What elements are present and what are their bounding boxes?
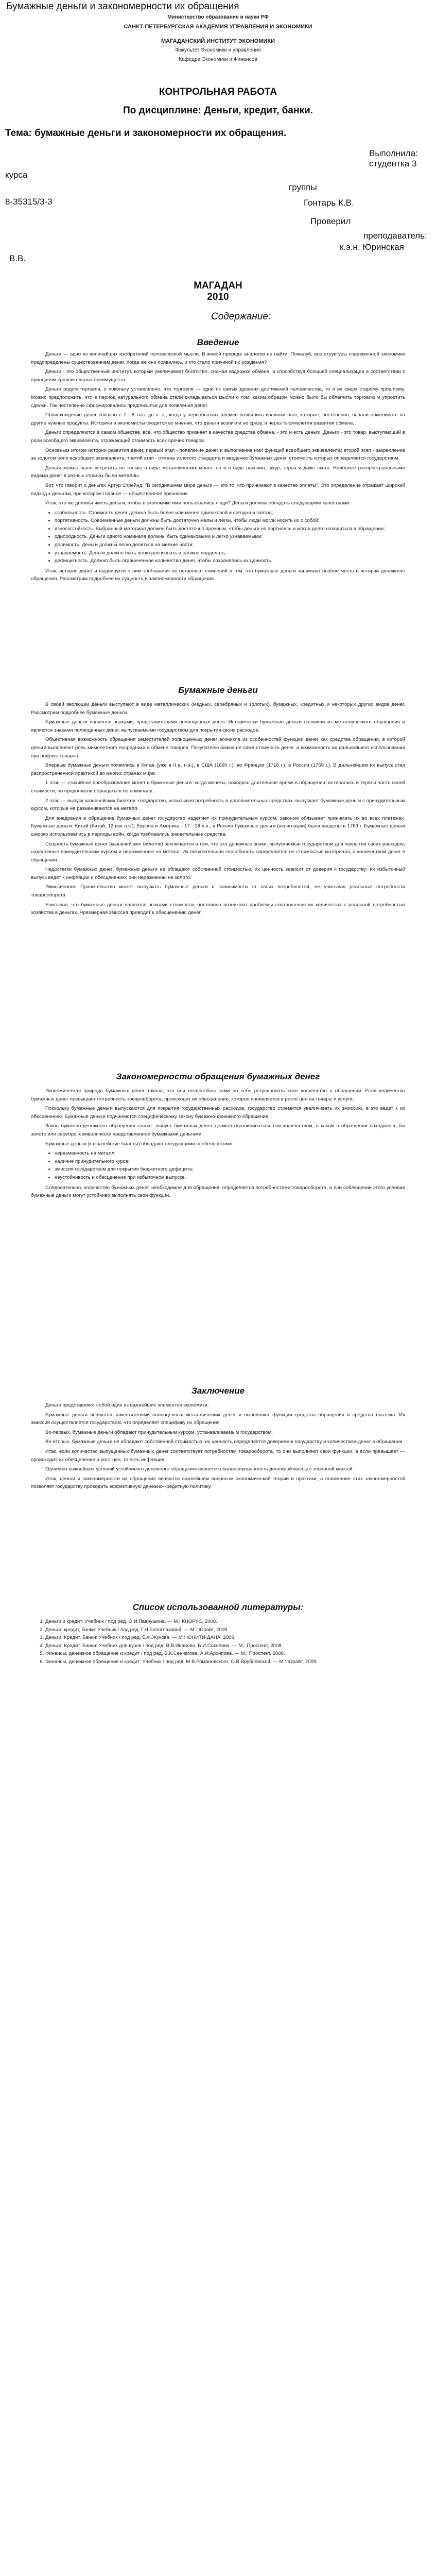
- reference-item: 6. Финансы, денежное обращение и кредит: Учебник / под ред. М.В.Романовского, О.В.Врублевской. — М.: Юрайт, 2009.: [45, 1658, 405, 1666]
- reference-item: 1. Деньги и кредит: Учебник / под ред. О.И.Лаврушина. — М.: КНОРУС, 2008.: [45, 1618, 405, 1626]
- conclusion-section: [31, 1401, 405, 1493]
- list-item: • узнаваемость. Деньги должно быть легко распознать и сложно подделать;: [55, 549, 405, 557]
- reference-item: 5. Финансы, денежное обращение и кредит / под ред. В.К.Сенчагова, А.И.Архипова. — М.: Проспект, 2008.: [45, 1650, 405, 1658]
- intro-heading: Введение: [197, 337, 239, 347]
- conclusion-paragraph: Во-первых, бумажные деньги обладают принудительным курсом, устанавливаемым государством.: [45, 1429, 273, 1435]
- list-item: • портативность. Современные деньги должны быть достаточно малы и легки, чтобы люди могли носить их с собой;: [55, 517, 405, 525]
- conclusion-paragraph: Итак, если количество выпущенных бумажных денег соответствует потребностям товарооборота, то они выполняют свои функции, а если превышает — происходит их обесценение и рост цен, то есть инфляция.: [31, 1448, 405, 1463]
- list-item: • дефицитность. Должно быть ограниченное количество денег, чтобы сохранялась их ценность.: [55, 557, 405, 565]
- conclusion-paragraph: Бумажные деньги являются заместителями полноценных металлических денег и выполняют функции средства обращения и средства платежа. Их эмиссия осуществляется государством, что определяет специфику их обращения.: [31, 1412, 405, 1426]
- laws-paragraph: Бумажные деньги (казначейские билеты) обладают следующими особенностями:: [45, 1141, 233, 1147]
- paper-paragraph: Объективная возможность обращения заместителей полноценных денег возникла из особенностей функции денег как средства обращения, в которой деньги выполняют роль мимолетного посредника в обмене товаров. Покупателю важна не сама стоимость денег, а возможность их дальнейшего использования при покупке товаров.: [31, 737, 405, 759]
- conclusion-heading: Заключение: [191, 1386, 245, 1396]
- laws-closing: Следовательно, количество бумажных денег, необходимое для обращения, определяется потребностями товарооборота, и при соблюдении этого условия бумажные деньги могут устойчиво выполнять свои функции.: [31, 1184, 405, 1199]
- teacher-degree: к.э.н. Юринская: [340, 242, 404, 252]
- teacher-initials: В.В.: [9, 253, 26, 263]
- ministry-line: Министерство образования и науки РФ: [167, 14, 269, 20]
- intro-section: [31, 350, 405, 585]
- paper-paragraph: Недостатки бумажных денег: бумажные деньги не обладают собственной стоимостью, их ценность зависит от доверия к государству; их избыточный выпуск ведет к инфляции и обесценению; они неразменны на золото.: [31, 867, 405, 880]
- features-list: [31, 1149, 405, 1181]
- course-word: курса: [5, 170, 28, 180]
- work-type: КОНТРОЛЬНАЯ РАБОТА: [159, 87, 277, 97]
- paper-section: [31, 701, 405, 919]
- conclusion-paragraph: Во-вторых, бумажные деньги не обладают собственной стоимостью, их ценность определяется доверием к государству и количеством денег в обращении.: [45, 1439, 404, 1445]
- intro-paragraph: Деньги можно было встретить не только в виде металлических монет, но и в виде раковин, шкур, зерна и даже скота. Наиболее распространенными видами денег в разных странах были металлы.: [31, 465, 405, 479]
- paper-paragraph: 2 этап — выпуск казначейских билетов: государство, испытывая потребность в дополнительных средствах, выпускает бумажные деньги с принудительным курсом, которые не размениваются на металл.: [31, 798, 405, 812]
- intro-closing: Итак, история денег и выдвинутое к ним требования не оставляют сомнений в том, что бумажные деньги занимают особое место в истории денежного обращения. Рассмотрим подробнее их сущность и закономерности обращения.: [31, 568, 405, 582]
- intro-paragraph: Итак, что же должны иметь деньги, чтобы в экономике ими пользовались люди? Деньги должны обладать следующими качествами:: [45, 500, 351, 506]
- reference-item: 3. Деньги. Кредит. Банки: Учебник / под ред. Е.Ф.Жукова. — М.: ЮНИТИ-ДАНА, 2009.: [45, 1634, 405, 1642]
- references-heading: Список использованной литературы:: [132, 1602, 304, 1612]
- laws-section: [31, 1087, 405, 1201]
- intro-paragraph: Основным итогом истории развития денег, первый этап - появление денег и выполнение ими функций всеобщего эквивалента; второй этап - закрепление за золотом роли всеобщего эквивалента; третий этап - отмена золотого стандарта и введение бумажных денег, стоимость которых определяется государством.: [31, 447, 405, 462]
- conclusion-paragraph: Одним из важнейших условий устойчивого денежного обращения является сбалансированность денежной массы с товарной массой.: [45, 1466, 354, 1472]
- discipline: По дисциплине: Деньги, кредит, банки.: [123, 105, 313, 116]
- paper-paragraph: Впервые бумажные деньги появились в Китае (уже в II в. н.э.), в США (1690 г.), во Франции (1716 г.), в России (1769 г.). В дальнейшем их выпуск стал распространенной практикой во многих странах мира.: [31, 762, 405, 776]
- university-line: САНКТ-ПЕТЕРБУРГСКАЯ АКАДЕМИЯ УПРАВЛЕНИЯ И ЭКОНОМИКИ: [124, 24, 312, 30]
- qualities-list: [31, 509, 405, 565]
- student-name: Гонтарь К.В.: [304, 198, 354, 208]
- department-line: Кафедра Экономики и Финансов: [179, 57, 257, 62]
- paper-paragraph: 1 этап — стихийное преобразование монет в бумажные деньги: когда монеты, находясь длительное время в обращении, истирались и теряли часть своей стоимости, но продолжали обращаться по номиналу.: [31, 780, 405, 794]
- teacher-label: преподаватель:: [363, 231, 427, 241]
- performed-label: Выполнила:: [369, 148, 418, 158]
- paper-paragraph: Учитывая, что бумажные деньги являются знаками стоимости, постоянно возникают проблемы соотношения их количества с реальной потребностью хозяйства в деньгах. Чрезмерная эмиссия приводит к обесценению денег.: [31, 902, 405, 916]
- paper-paragraph: В своей эволюции деньги выступают в виде металлических (медных, серебряных и золотых), бумажных, кредитных и некоторых других видов денег. Рассмотрим подробнее бумажные деньги.: [31, 702, 405, 716]
- page-title: Бумажные деньги и закономерности их обращения: [6, 1, 239, 12]
- list-item: • неразменность на металл;: [55, 1149, 405, 1158]
- intro-paragraph: Деньги - это общественный институт, который увеличивает богатство, снижая издержки обмена, и способствуя большей специализации в соответствии с принципом сравнительных преимуществ.: [31, 369, 405, 383]
- topic: Тема: бумажные деньги и закономерности их обращения.: [5, 128, 287, 139]
- references-section: [31, 1618, 405, 1666]
- paper-paragraph: Для внедрения в обращение бумажных денег государство наделяет их принудительным курсом, законом обязывает принимать их во всех платежах. Бумажные деньги: Китай (Китай, 12 век н.э.), Европа и Америка - 17 - 18 в.в., в России бумажные деньги (ассигнации) были введены в 1769 г. Бумажные деньги широко использовались в периоды войн, когда требовались значительные средства.: [31, 815, 405, 837]
- list-item: • неустойчивость и обесценение при избыточном выпуске.: [55, 1174, 405, 1182]
- paper-paragraph: Бумажные деньги являются знаками, представителями полноценных денег. Исторически бумажные деньги возникли из металлического обращения и являются знаками полноценных денег, выпускаемыми государством для покрытия своих расходов.: [31, 719, 405, 733]
- laws-paragraph: Поскольку бумажные деньги выпускаются для покрытия государственных расходов, государство стремится увеличивать их эмиссию, а это ведет к их обесценению. Бумажные деньги подчиняются специфическому закону бумажно-денежного обращения.: [31, 1106, 405, 1120]
- contents-label: Содержание:: [211, 311, 271, 322]
- reference-item: 4. Деньги. Кредит. Банки: Учебник для вузов / под ред. В.В.Иванова, Б.И.Соколова. — М.: Проспект, 2008.: [45, 1642, 405, 1650]
- conclusion-paragraph: Итак, деньги и закономерности их обращения являются важнейшим вопросом экономической теории и практики, а понимание этих закономерностей позволяет государству проводить эффективную денежно-кредитную политику.: [31, 1476, 405, 1490]
- list-item: • однородность. Деньги одного номинала должны быть одинаковыми и легко узнаваемыми;: [55, 533, 405, 541]
- intro-paragraph: Деньги — одно из величайших изобретений человеческой мысли. В живой природе аналогов не найти. Пожалуй, все структуры современной экономики предопределены существованием денег. Когда же они появились, и кто стало причиной их рождения?: [31, 351, 405, 365]
- student-label: студентка 3: [369, 159, 417, 168]
- list-item: • делимость. Деньги должны легко делиться на мелкие части;: [55, 541, 405, 549]
- checked-label: Проверил: [310, 216, 351, 226]
- paper-heading: Бумажные деньги: [178, 685, 258, 695]
- paper-paragraph: Эмиссионное Правительство может выпускать бумажные деньги в зависимости от своих потребностей, не учитывая реальные потребности товарооборота.: [31, 884, 405, 899]
- intro-paragraph: Деньги определяются в самом обществе, все, что общество признает в качестве средства обмена, - это и есть деньги. Деньги - это товар, выступающий в роли всеобщего эквивалента, отражающий стоимость всех прочих товаров.: [31, 430, 405, 444]
- list-item: • износостойкость. Выбранный материал должен быть достаточно прочным, чтобы деньги не портились и могли долго находиться в обращении;: [55, 525, 405, 533]
- intro-paragraph: Деньги родом торговли, о покольку установлено, что торговля — одно из самых древних достижений человечества, то и их сверх старому прошлому. Можно предположить, что в период натурального обмена стали складываться мысли о том, каким образом можно было бы облегчить торговлю и упростить сделки. Так постепенно сформировались предпосылки для появления денег.: [31, 386, 405, 409]
- group-number: 8-35315/3-3: [5, 197, 53, 207]
- paper-paragraph: Сущность бумажных денег (казначейских билетов) заключается в том, что это денежные знаки, выпускаемые государством для покрытия своих расходов, наделенные принудительным курсом и неразменные на металл. Их покупательная способность определяется не стоимостью материала, а количеством денег в обращении.: [31, 841, 405, 863]
- conclusion-paragraph: Деньги представляют собой один из важнейших элементов экономики.: [45, 1402, 209, 1408]
- reference-item: 2. Деньги, кредит, банки: Учебник / под ред. Г.Н.Белоглазовой. — М.: Юрайт, 2009.: [45, 1626, 405, 1634]
- intro-paragraph: Вот, что говорит о деньгах Артур Стрейнд: "В сегодняшнем мире деньги — это то, что принимают в качестве оплаты". Это определение отражает широкий подход к деньгам, при котором главное — общественное признание.: [31, 482, 405, 497]
- intro-paragraph: Происхождение денег связано с 7 - 8 тыс. до н. э., когда у первобытных племен появились излишки благ, которые, постепенно, начали обменивать на другие нужные продукты. Историки и экономисты сходятся во мнении, что деньги возникли не сразу, а через тысячелетия развития обмена.: [31, 412, 405, 426]
- year: 2010: [207, 292, 229, 302]
- laws-paragraph: Экономическая природа бумажных денег такова, что они неспособны сами по себе регулировать свое количество в обращении. Если количество бумажных денег превышает потребность товарооборота, происходит их обесценение, которое проявляется в росте цен на товары и услуги.: [31, 1088, 405, 1102]
- faculty-line: Факультет Экономики и управления: [175, 47, 261, 53]
- list-item: • эмиссия государством для покрытия бюджетного дефицита;: [55, 1165, 405, 1174]
- institute-line: МАГАДАНСКИЙ ИНСТИТУТ ЭКОНОМИКИ: [161, 38, 275, 44]
- group-word: группы: [289, 182, 317, 192]
- list-item: • стабильность. Стоимость денег должна быть более или менее одинаковой и сегодня и завтра;: [55, 509, 405, 517]
- laws-paragraph: Закон бумажно-денежного обращения гласит: выпуск бумажных денег должен ограничиваться тем количеством, в каком в обращении находилось бы золото или серебро, символически представленное бумажными деньгами.: [31, 1123, 405, 1137]
- list-item: • наличие принудительного курса;: [55, 1158, 405, 1166]
- laws-heading: Закономерности обращения бумажных денег: [116, 1072, 320, 1081]
- references-list: [31, 1618, 405, 1666]
- city: МАГАДАН: [194, 280, 242, 291]
